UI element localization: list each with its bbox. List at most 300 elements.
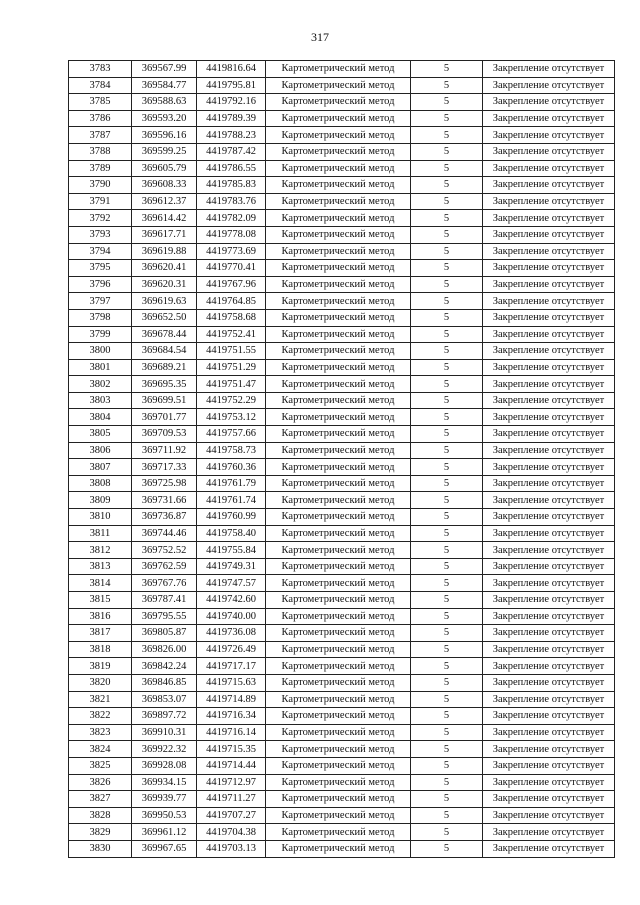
table-row <box>69 326 615 343</box>
y-coordinate-cell: 4419778.08 <box>197 226 266 243</box>
x-coordinate-cell: 369961.12 <box>132 824 197 841</box>
x-coordinate-cell: 369614.42 <box>132 210 197 227</box>
point-number-cell: 3815 <box>69 592 132 609</box>
table-row <box>69 741 615 758</box>
fixing-status-cell: Закрепление отсутствует <box>483 741 615 758</box>
accuracy-cell: 5 <box>411 77 483 94</box>
point-number-cell: 3804 <box>69 409 132 426</box>
point-number-cell: 3784 <box>69 77 132 94</box>
accuracy-cell: 5 <box>411 475 483 492</box>
method-cell: Картометрический метод <box>266 110 411 127</box>
accuracy-cell: 5 <box>411 177 483 194</box>
table-row <box>69 193 615 210</box>
method-cell: Картометрический метод <box>266 807 411 824</box>
accuracy-cell: 5 <box>411 824 483 841</box>
fixing-status-cell: Закрепление отсутствует <box>483 77 615 94</box>
y-coordinate-cell: 4419761.79 <box>197 475 266 492</box>
table-row <box>69 575 615 592</box>
fixing-status-cell: Закрепление отсутствует <box>483 608 615 625</box>
x-coordinate-cell: 369701.77 <box>132 409 197 426</box>
y-coordinate-cell: 4419747.57 <box>197 575 266 592</box>
method-cell: Картометрический метод <box>266 674 411 691</box>
point-number-cell: 3783 <box>69 61 132 78</box>
method-cell: Картометрический метод <box>266 376 411 393</box>
x-coordinate-cell: 369967.65 <box>132 840 197 857</box>
accuracy-cell: 5 <box>411 575 483 592</box>
method-cell: Картометрический метод <box>266 343 411 360</box>
table-row <box>69 774 615 791</box>
fixing-status-cell: Закрепление отсутствует <box>483 674 615 691</box>
point-number-cell: 3826 <box>69 774 132 791</box>
fixing-status-cell: Закрепление отсутствует <box>483 492 615 509</box>
accuracy-cell: 5 <box>411 426 483 443</box>
x-coordinate-cell: 369934.15 <box>132 774 197 791</box>
fixing-status-cell: Закрепление отсутствует <box>483 691 615 708</box>
x-coordinate-cell: 369787.41 <box>132 592 197 609</box>
method-cell: Картометрический метод <box>266 459 411 476</box>
table-row <box>69 691 615 708</box>
method-cell: Картометрический метод <box>266 359 411 376</box>
table-row <box>69 658 615 675</box>
fixing-status-cell: Закрепление отсутствует <box>483 774 615 791</box>
accuracy-cell: 5 <box>411 674 483 691</box>
fixing-status-cell: Закрепление отсутствует <box>483 210 615 227</box>
method-cell: Картометрический метод <box>266 492 411 509</box>
method-cell: Картометрический метод <box>266 77 411 94</box>
accuracy-cell: 5 <box>411 658 483 675</box>
accuracy-cell: 5 <box>411 343 483 360</box>
accuracy-cell: 5 <box>411 741 483 758</box>
accuracy-cell: 5 <box>411 409 483 426</box>
method-cell: Картометрический метод <box>266 475 411 492</box>
y-coordinate-cell: 4419758.73 <box>197 442 266 459</box>
method-cell: Картометрический метод <box>266 592 411 609</box>
method-cell: Картометрический метод <box>266 840 411 857</box>
fixing-status-cell: Закрепление отсутствует <box>483 558 615 575</box>
table-row <box>69 840 615 857</box>
method-cell: Картометрический метод <box>266 61 411 78</box>
method-cell: Картометрический метод <box>266 741 411 758</box>
fixing-status-cell: Закрепление отсутствует <box>483 143 615 160</box>
point-number-cell: 3799 <box>69 326 132 343</box>
fixing-status-cell: Закрепление отсутствует <box>483 459 615 476</box>
accuracy-cell: 5 <box>411 840 483 857</box>
fixing-status-cell: Закрепление отсутствует <box>483 509 615 526</box>
point-number-cell: 3823 <box>69 724 132 741</box>
x-coordinate-cell: 369695.35 <box>132 376 197 393</box>
y-coordinate-cell: 4419711.27 <box>197 791 266 808</box>
accuracy-cell: 5 <box>411 774 483 791</box>
accuracy-cell: 5 <box>411 160 483 177</box>
point-number-cell: 3827 <box>69 791 132 808</box>
method-cell: Картометрический метод <box>266 226 411 243</box>
accuracy-cell: 5 <box>411 110 483 127</box>
x-coordinate-cell: 369731.66 <box>132 492 197 509</box>
table-row <box>69 426 615 443</box>
fixing-status-cell: Закрепление отсутствует <box>483 409 615 426</box>
y-coordinate-cell: 4419753.12 <box>197 409 266 426</box>
x-coordinate-cell: 369652.50 <box>132 309 197 326</box>
point-number-cell: 3789 <box>69 160 132 177</box>
fixing-status-cell: Закрепление отсутствует <box>483 757 615 774</box>
accuracy-cell: 5 <box>411 243 483 260</box>
table-row <box>69 276 615 293</box>
table-row <box>69 558 615 575</box>
method-cell: Картометрический метод <box>266 276 411 293</box>
point-number-cell: 3785 <box>69 94 132 111</box>
table-row <box>69 525 615 542</box>
x-coordinate-cell: 369853.07 <box>132 691 197 708</box>
point-number-cell: 3814 <box>69 575 132 592</box>
accuracy-cell: 5 <box>411 143 483 160</box>
point-number-cell: 3828 <box>69 807 132 824</box>
y-coordinate-cell: 4419714.44 <box>197 757 266 774</box>
y-coordinate-cell: 4419786.55 <box>197 160 266 177</box>
table-row <box>69 824 615 841</box>
accuracy-cell: 5 <box>411 359 483 376</box>
x-coordinate-cell: 369678.44 <box>132 326 197 343</box>
table-row <box>69 343 615 360</box>
fixing-status-cell: Закрепление отсутствует <box>483 807 615 824</box>
method-cell: Картометрический метод <box>266 143 411 160</box>
method-cell: Картометрический метод <box>266 309 411 326</box>
y-coordinate-cell: 4419751.55 <box>197 343 266 360</box>
point-number-cell: 3811 <box>69 525 132 542</box>
table-row <box>69 708 615 725</box>
y-coordinate-cell: 4419717.17 <box>197 658 266 675</box>
table-row <box>69 359 615 376</box>
method-cell: Картометрический метод <box>266 608 411 625</box>
x-coordinate-cell: 369619.88 <box>132 243 197 260</box>
fixing-status-cell: Закрепление отсутствует <box>483 94 615 111</box>
y-coordinate-cell: 4419707.27 <box>197 807 266 824</box>
y-coordinate-cell: 4419789.39 <box>197 110 266 127</box>
y-coordinate-cell: 4419704.38 <box>197 824 266 841</box>
x-coordinate-cell: 369617.71 <box>132 226 197 243</box>
fixing-status-cell: Закрепление отсутствует <box>483 791 615 808</box>
y-coordinate-cell: 4419712.97 <box>197 774 266 791</box>
table-row <box>69 160 615 177</box>
table-row <box>69 260 615 277</box>
table-row <box>69 807 615 824</box>
point-number-cell: 3824 <box>69 741 132 758</box>
x-coordinate-cell: 369950.53 <box>132 807 197 824</box>
y-coordinate-cell: 4419749.31 <box>197 558 266 575</box>
fixing-status-cell: Закрепление отсутствует <box>483 226 615 243</box>
fixing-status-cell: Закрепление отсутствует <box>483 61 615 78</box>
x-coordinate-cell: 369762.59 <box>132 558 197 575</box>
table-row <box>69 409 615 426</box>
fixing-status-cell: Закрепление отсутствует <box>483 592 615 609</box>
fixing-status-cell: Закрепление отсутствует <box>483 293 615 310</box>
table-row <box>69 442 615 459</box>
fixing-status-cell: Закрепление отсутствует <box>483 110 615 127</box>
accuracy-cell: 5 <box>411 392 483 409</box>
x-coordinate-cell: 369588.63 <box>132 94 197 111</box>
table-row <box>69 210 615 227</box>
method-cell: Картометрический метод <box>266 160 411 177</box>
point-number-cell: 3803 <box>69 392 132 409</box>
y-coordinate-cell: 4419703.13 <box>197 840 266 857</box>
x-coordinate-cell: 369939.77 <box>132 791 197 808</box>
table-row <box>69 608 615 625</box>
accuracy-cell: 5 <box>411 724 483 741</box>
accuracy-cell: 5 <box>411 791 483 808</box>
point-number-cell: 3793 <box>69 226 132 243</box>
table-row <box>69 625 615 642</box>
point-number-cell: 3820 <box>69 674 132 691</box>
y-coordinate-cell: 4419816.64 <box>197 61 266 78</box>
x-coordinate-cell: 369619.63 <box>132 293 197 310</box>
fixing-status-cell: Закрепление отсутствует <box>483 708 615 725</box>
accuracy-cell: 5 <box>411 459 483 476</box>
point-number-cell: 3802 <box>69 376 132 393</box>
fixing-status-cell: Закрепление отсутствует <box>483 525 615 542</box>
x-coordinate-cell: 369711.92 <box>132 442 197 459</box>
x-coordinate-cell: 369725.98 <box>132 475 197 492</box>
x-coordinate-cell: 369709.53 <box>132 426 197 443</box>
fixing-status-cell: Закрепление отсутствует <box>483 193 615 210</box>
x-coordinate-cell: 369612.37 <box>132 193 197 210</box>
y-coordinate-cell: 4419752.29 <box>197 392 266 409</box>
x-coordinate-cell: 369689.21 <box>132 359 197 376</box>
fixing-status-cell: Закрепление отсутствует <box>483 724 615 741</box>
point-number-cell: 3807 <box>69 459 132 476</box>
fixing-status-cell: Закрепление отсутствует <box>483 243 615 260</box>
fixing-status-cell: Закрепление отсутствует <box>483 475 615 492</box>
point-number-cell: 3796 <box>69 276 132 293</box>
fixing-status-cell: Закрепление отсутствует <box>483 575 615 592</box>
x-coordinate-cell: 369717.33 <box>132 459 197 476</box>
table-row <box>69 226 615 243</box>
y-coordinate-cell: 4419742.60 <box>197 592 266 609</box>
method-cell: Картометрический метод <box>266 293 411 310</box>
y-coordinate-cell: 4419755.84 <box>197 542 266 559</box>
point-number-cell: 3829 <box>69 824 132 841</box>
fixing-status-cell: Закрепление отсутствует <box>483 641 615 658</box>
fixing-status-cell: Закрепление отсутствует <box>483 160 615 177</box>
accuracy-cell: 5 <box>411 641 483 658</box>
coordinates-table-body <box>69 61 615 858</box>
point-number-cell: 3800 <box>69 343 132 360</box>
method-cell: Картометрический метод <box>266 509 411 526</box>
x-coordinate-cell: 369699.51 <box>132 392 197 409</box>
point-number-cell: 3795 <box>69 260 132 277</box>
method-cell: Картометрический метод <box>266 558 411 575</box>
x-coordinate-cell: 369684.54 <box>132 343 197 360</box>
x-coordinate-cell: 369846.85 <box>132 674 197 691</box>
accuracy-cell: 5 <box>411 592 483 609</box>
y-coordinate-cell: 4419783.76 <box>197 193 266 210</box>
method-cell: Картометрический метод <box>266 724 411 741</box>
y-coordinate-cell: 4419752.41 <box>197 326 266 343</box>
x-coordinate-cell: 369605.79 <box>132 160 197 177</box>
method-cell: Картометрический метод <box>266 94 411 111</box>
fixing-status-cell: Закрепление отсутствует <box>483 625 615 642</box>
table-row <box>69 757 615 774</box>
y-coordinate-cell: 4419795.81 <box>197 77 266 94</box>
method-cell: Картометрический метод <box>266 757 411 774</box>
table-row <box>69 376 615 393</box>
accuracy-cell: 5 <box>411 625 483 642</box>
y-coordinate-cell: 4419782.09 <box>197 210 266 227</box>
table-row <box>69 509 615 526</box>
method-cell: Картометрический метод <box>266 260 411 277</box>
fixing-status-cell: Закрепление отсутствует <box>483 392 615 409</box>
fixing-status-cell: Закрепление отсутствует <box>483 442 615 459</box>
accuracy-cell: 5 <box>411 260 483 277</box>
fixing-status-cell: Закрепление отсутствует <box>483 840 615 857</box>
y-coordinate-cell: 4419788.23 <box>197 127 266 144</box>
x-coordinate-cell: 369752.52 <box>132 542 197 559</box>
point-number-cell: 3822 <box>69 708 132 725</box>
page-number: 317 <box>311 30 329 44</box>
fixing-status-cell: Закрепление отсутствует <box>483 260 615 277</box>
method-cell: Картометрический метод <box>266 542 411 559</box>
table-row <box>69 127 615 144</box>
y-coordinate-cell: 4419758.40 <box>197 525 266 542</box>
y-coordinate-cell: 4419767.96 <box>197 276 266 293</box>
table-row <box>69 110 615 127</box>
point-number-cell: 3791 <box>69 193 132 210</box>
fixing-status-cell: Закрепление отсутствует <box>483 309 615 326</box>
method-cell: Картометрический метод <box>266 691 411 708</box>
x-coordinate-cell: 369596.16 <box>132 127 197 144</box>
table-row <box>69 674 615 691</box>
table-row <box>69 641 615 658</box>
accuracy-cell: 5 <box>411 807 483 824</box>
x-coordinate-cell: 369620.41 <box>132 260 197 277</box>
point-number-cell: 3790 <box>69 177 132 194</box>
method-cell: Картометрический метод <box>266 127 411 144</box>
point-number-cell: 3818 <box>69 641 132 658</box>
point-number-cell: 3825 <box>69 757 132 774</box>
fixing-status-cell: Закрепление отсутствует <box>483 127 615 144</box>
x-coordinate-cell: 369736.87 <box>132 509 197 526</box>
y-coordinate-cell: 4419715.35 <box>197 741 266 758</box>
point-number-cell: 3794 <box>69 243 132 260</box>
table-row <box>69 724 615 741</box>
x-coordinate-cell: 369842.24 <box>132 658 197 675</box>
table-row <box>69 243 615 260</box>
method-cell: Картометрический метод <box>266 177 411 194</box>
y-coordinate-cell: 4419761.74 <box>197 492 266 509</box>
method-cell: Картометрический метод <box>266 392 411 409</box>
x-coordinate-cell: 369599.25 <box>132 143 197 160</box>
point-number-cell: 3812 <box>69 542 132 559</box>
method-cell: Картометрический метод <box>266 625 411 642</box>
fixing-status-cell: Закрепление отсутствует <box>483 343 615 360</box>
accuracy-cell: 5 <box>411 708 483 725</box>
accuracy-cell: 5 <box>411 309 483 326</box>
table-row <box>69 542 615 559</box>
fixing-status-cell: Закрепление отсутствует <box>483 177 615 194</box>
x-coordinate-cell: 369897.72 <box>132 708 197 725</box>
accuracy-cell: 5 <box>411 542 483 559</box>
accuracy-cell: 5 <box>411 61 483 78</box>
accuracy-cell: 5 <box>411 94 483 111</box>
point-number-cell: 3813 <box>69 558 132 575</box>
accuracy-cell: 5 <box>411 757 483 774</box>
x-coordinate-cell: 369767.76 <box>132 575 197 592</box>
table-row <box>69 177 615 194</box>
x-coordinate-cell: 369805.87 <box>132 625 197 642</box>
table-row <box>69 592 615 609</box>
accuracy-cell: 5 <box>411 210 483 227</box>
accuracy-cell: 5 <box>411 608 483 625</box>
x-coordinate-cell: 369795.55 <box>132 608 197 625</box>
fixing-status-cell: Закрепление отсутствует <box>483 359 615 376</box>
y-coordinate-cell: 4419764.85 <box>197 293 266 310</box>
accuracy-cell: 5 <box>411 492 483 509</box>
method-cell: Картометрический метод <box>266 525 411 542</box>
point-number-cell: 3806 <box>69 442 132 459</box>
point-number-cell: 3788 <box>69 143 132 160</box>
method-cell: Картометрический метод <box>266 409 411 426</box>
x-coordinate-cell: 369608.33 <box>132 177 197 194</box>
y-coordinate-cell: 4419760.99 <box>197 509 266 526</box>
table-row <box>69 475 615 492</box>
accuracy-cell: 5 <box>411 193 483 210</box>
method-cell: Картометрический метод <box>266 442 411 459</box>
accuracy-cell: 5 <box>411 276 483 293</box>
x-coordinate-cell: 369910.31 <box>132 724 197 741</box>
point-number-cell: 3830 <box>69 840 132 857</box>
table-row <box>69 61 615 78</box>
accuracy-cell: 5 <box>411 293 483 310</box>
accuracy-cell: 5 <box>411 691 483 708</box>
table-row <box>69 143 615 160</box>
method-cell: Картометрический метод <box>266 641 411 658</box>
fixing-status-cell: Закрепление отсутствует <box>483 542 615 559</box>
y-coordinate-cell: 4419716.34 <box>197 708 266 725</box>
point-number-cell: 3801 <box>69 359 132 376</box>
table-row <box>69 492 615 509</box>
point-number-cell: 3816 <box>69 608 132 625</box>
accuracy-cell: 5 <box>411 376 483 393</box>
point-number-cell: 3798 <box>69 309 132 326</box>
method-cell: Картометрический метод <box>266 774 411 791</box>
y-coordinate-cell: 4419740.00 <box>197 608 266 625</box>
table-row <box>69 392 615 409</box>
point-number-cell: 3821 <box>69 691 132 708</box>
accuracy-cell: 5 <box>411 558 483 575</box>
method-cell: Картометрический метод <box>266 791 411 808</box>
y-coordinate-cell: 4419792.16 <box>197 94 266 111</box>
point-number-cell: 3786 <box>69 110 132 127</box>
y-coordinate-cell: 4419757.66 <box>197 426 266 443</box>
x-coordinate-cell: 369928.08 <box>132 757 197 774</box>
point-number-cell: 3787 <box>69 127 132 144</box>
y-coordinate-cell: 4419758.68 <box>197 309 266 326</box>
method-cell: Картометрический метод <box>266 193 411 210</box>
table-row <box>69 77 615 94</box>
x-coordinate-cell: 369826.00 <box>132 641 197 658</box>
coordinates-table <box>68 60 615 858</box>
fixing-status-cell: Закрепление отсутствует <box>483 824 615 841</box>
method-cell: Картометрический метод <box>266 243 411 260</box>
fixing-status-cell: Закрепление отсутствует <box>483 426 615 443</box>
table-row <box>69 94 615 111</box>
y-coordinate-cell: 4419760.36 <box>197 459 266 476</box>
point-number-cell: 3810 <box>69 509 132 526</box>
accuracy-cell: 5 <box>411 326 483 343</box>
table-row <box>69 309 615 326</box>
y-coordinate-cell: 4419751.29 <box>197 359 266 376</box>
y-coordinate-cell: 4419715.63 <box>197 674 266 691</box>
y-coordinate-cell: 4419787.42 <box>197 143 266 160</box>
point-number-cell: 3797 <box>69 293 132 310</box>
